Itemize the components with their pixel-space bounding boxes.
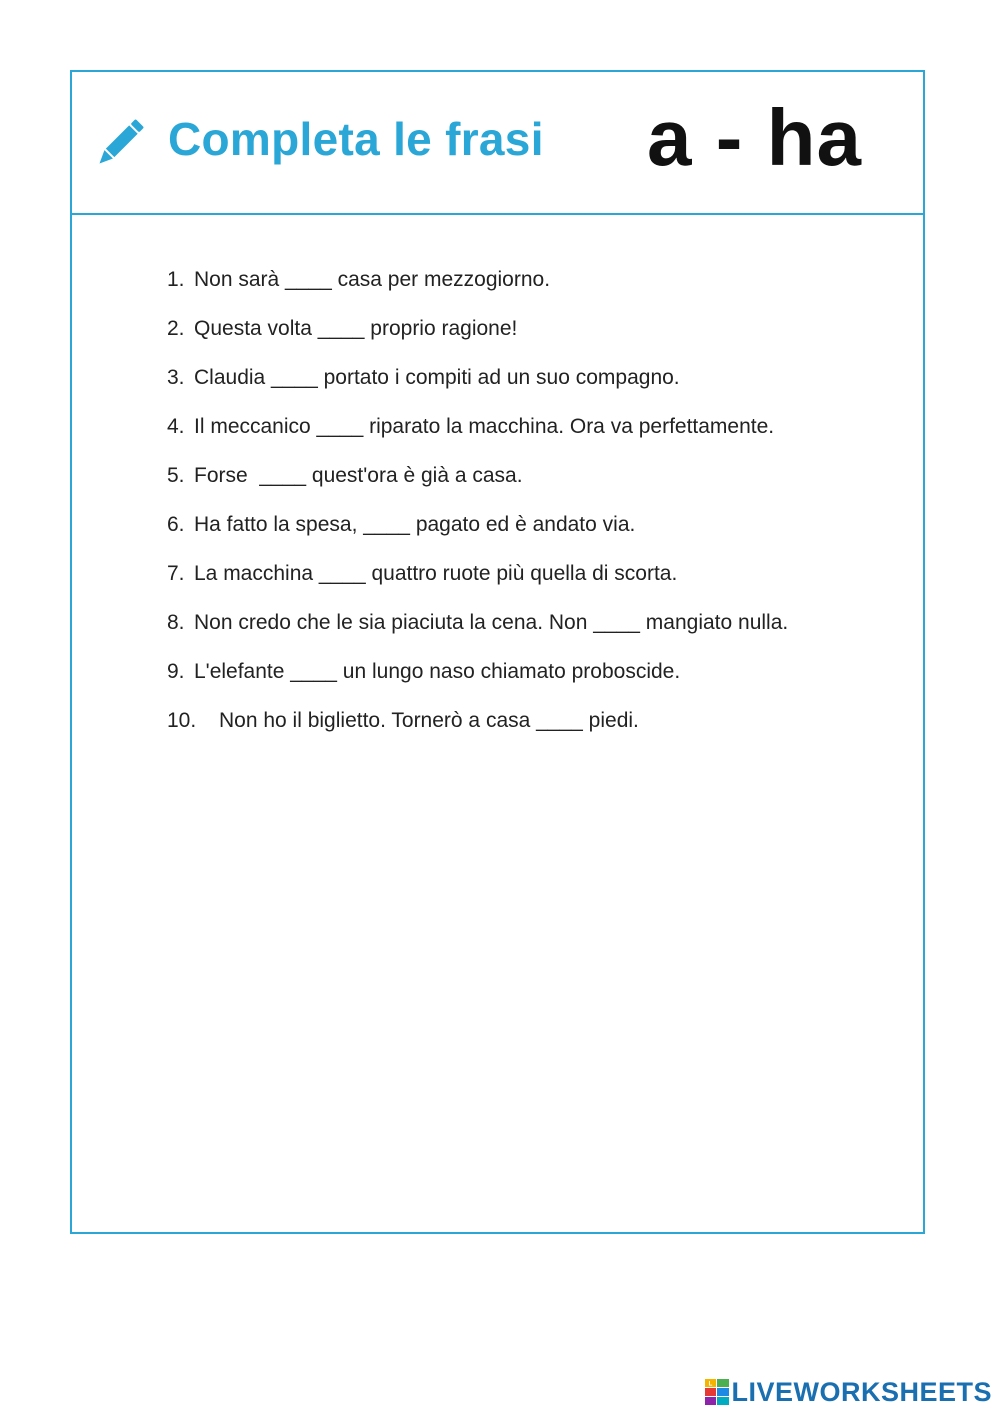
exercise-sentence: Questa volta ____ proprio ragione! [194, 317, 518, 340]
liveworksheets-logo-icon [705, 1379, 729, 1405]
exercise-item-10 [167, 707, 847, 735]
exercise-number: 4. [167, 415, 185, 438]
exercise-item-7 [167, 560, 847, 588]
exercise-number: 7. [167, 562, 185, 585]
exercise-sentence: Ha fatto la spesa, ____ pagato ed è andato via. [194, 513, 636, 536]
liveworksheets-logo-text: LIVEWORKSHEETS [731, 1376, 992, 1407]
exercise-number: 9. [167, 660, 185, 683]
exercise-item-1 [167, 266, 847, 294]
worksheet-frame [70, 70, 925, 1234]
exercise-sentence: La macchina ____ quattro ruote più quella di scorta. [194, 562, 678, 585]
exercise-number: 3. [167, 366, 185, 389]
exercise-sentence: Non sarà ____ casa per mezzogiorno. [194, 268, 551, 291]
exercise-item-8 [167, 609, 847, 637]
exercise-list [167, 266, 847, 756]
exercise-number: 8. [167, 611, 185, 634]
exercise-item-5 [167, 462, 847, 490]
exercise-number: 2. [167, 317, 185, 340]
exercise-item-2 [167, 315, 847, 343]
exercise-sentence: Non ho il biglietto. Tornerò a casa ____ piedi. [219, 709, 639, 732]
exercise-number: 1. [167, 268, 185, 291]
worksheet-title: Completa le frasi [168, 113, 544, 165]
worksheet-header [72, 72, 923, 215]
exercise-number: 10. [167, 709, 197, 732]
pencil-icon [94, 117, 146, 169]
exercise-item-3 [167, 364, 847, 392]
exercise-sentence: Il meccanico ____ riparato la macchina. Ora va perfettamente. [194, 415, 775, 438]
worksheet-topic: a - ha [647, 93, 862, 182]
exercise-sentence: Forse ____ quest'ora è già a casa. [194, 464, 523, 487]
exercise-sentence: L'elefante ____ un lungo naso chiamato proboscide. [194, 660, 681, 683]
exercise-item-4 [167, 413, 847, 441]
exercise-sentence: Claudia ____ portato i compiti ad un suo compagno. [194, 366, 680, 389]
logo-mark-letter-l: L [709, 1381, 713, 1388]
exercise-item-6 [167, 511, 847, 539]
exercise-item-9 [167, 658, 847, 686]
exercise-number: 5. [167, 464, 185, 487]
exercise-number: 6. [167, 513, 185, 536]
exercise-sentence: Non credo che le sia piaciuta la cena. Non ____ mangiato nulla. [194, 611, 789, 634]
liveworksheets-logo[interactable] [705, 1377, 992, 1407]
